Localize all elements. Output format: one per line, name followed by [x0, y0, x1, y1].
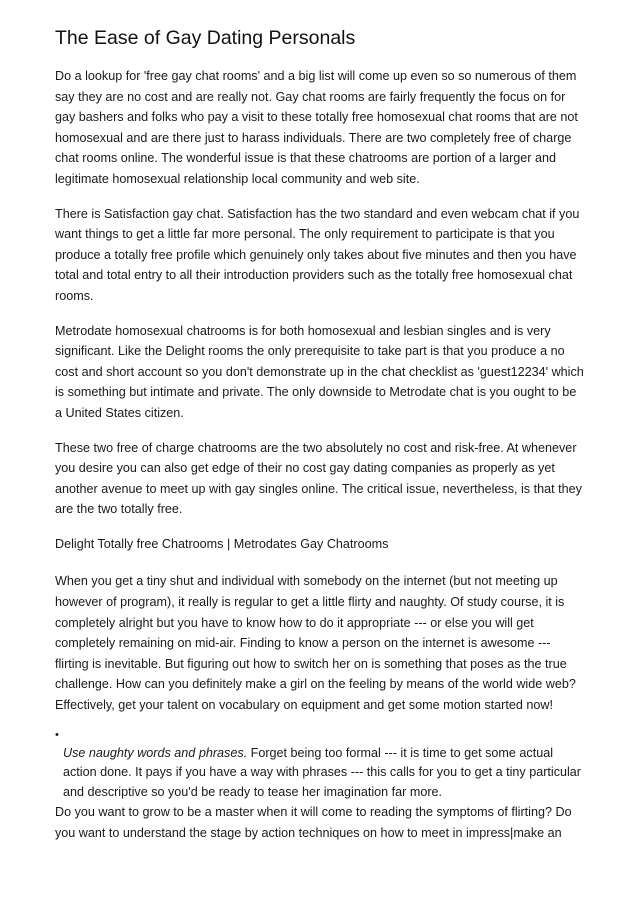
paragraph-free-chatrooms: These two free of charge chatrooms are the two absolutely no cost and risk-free. At whenever you desire you can also get edge of their no cost gay dating companies as properly as yet another avenue to meet up with gay singles online. The critical issue, nevertheless, is that they are the two totally free.	[55, 440, 582, 517]
section-subheading: Delight Totally free Chatrooms | Metrodates Gay Chatrooms	[55, 536, 389, 551]
bullet-lead: Use naughty words and phrases.	[63, 745, 248, 760]
bullet-body: Forget being too formal --- it is time to get some actual action done. It pays if you have a way with phrases --- this calls for you to get a tiny particular and descriptive so you'd be ready to tease her imagination far more.	[63, 745, 581, 799]
bullet-item	[63, 744, 586, 803]
paragraph-tail: Do you want to grow to be a master when it will come to reading the symptoms of flirting? Do you want to understand the stage by action techniques on how to meet in impress|make an	[55, 805, 572, 840]
paragraph-metrodate: Metrodate homosexual chatrooms is for both homosexual and lesbian singles and is very significant. Like the Delight rooms the only prerequisite to take part is that you produce a no cost and short account so you don't demonstrate up in the chat checklist as 'guest12234' which is something but intimate and private. The only downside to Metrodate chat is you ought to be a United States citizen.	[55, 323, 584, 420]
paragraph-flirting: When you get a tiny shut and individual with somebody on the internet (but not meeting up however of program), it really is regular to get a little flirty and naughty. Of study course, it is completely alright but you have to know how to do it appropriate --- or else you will get completely remaining on mid-air. Finding to know a person on the internet is awesome --- flirting is inevitable. But figuring out how to switch her on is something that poses as the true challenge. How can you definitely make a girl on the feeling by means of the world wide web? Effectively, get your talent on vocabulary on equipment and get some motion started now!	[55, 574, 576, 713]
bullet-marker: •	[55, 728, 59, 741]
paragraph-intro: Do a lookup for 'free gay chat rooms' and a big list will come up even so so numerous of them say they are no cost and are really not. Gay chat rooms are fairly frequently the focus on for gay bashers and folks who pay a visit to these totally free homosexual chat rooms that are not homosexual and are there just to harass individuals. There are two completely free of charge chat rooms online. The wonderful issue is that these chatrooms are portion of a larger and legitimate homosexual relationship local community and web site.	[55, 69, 578, 186]
paragraph-satisfaction: There is Satisfaction gay chat. Satisfaction has the two standard and even webcam chat if you want things to get a little far more personal. The only requirement to participate is that you produce a totally free profile which genuinely only takes about five minutes and then you have total and total entry to all their introduction providers such as the totally free homosexual chat rooms.	[55, 206, 580, 303]
document-title: The Ease of Gay Dating Personals	[55, 27, 356, 49]
